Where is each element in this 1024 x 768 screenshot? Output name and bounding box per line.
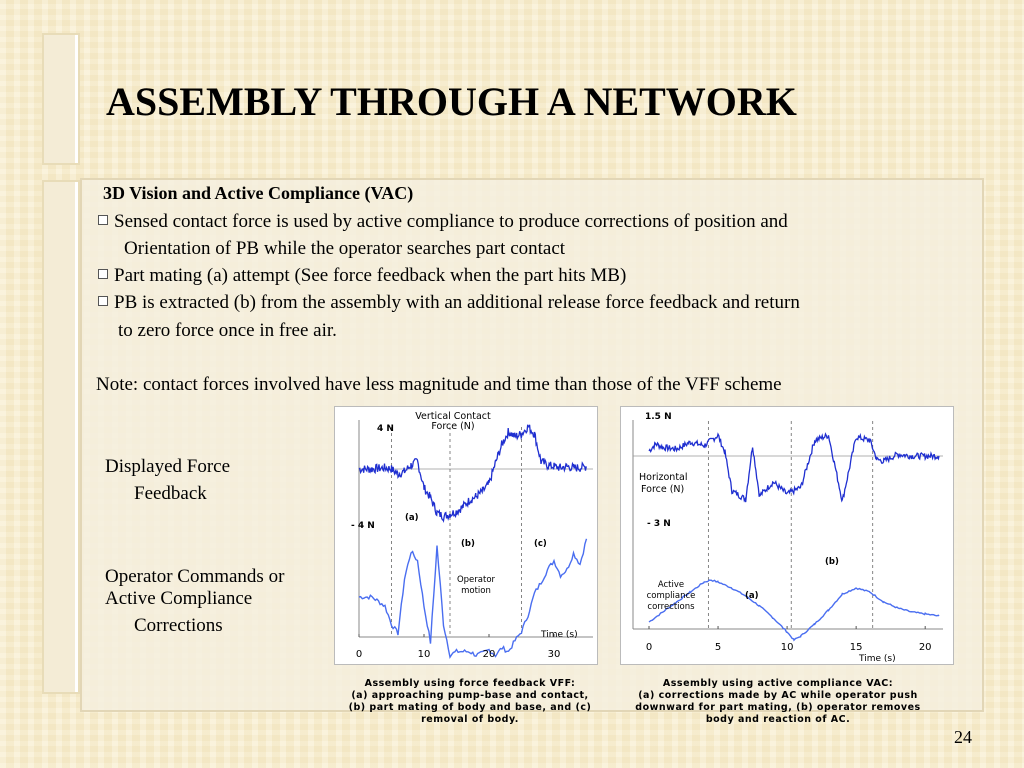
label-cmd-3: Corrections <box>134 615 223 636</box>
vac-ac-3: corrections <box>647 602 695 612</box>
vac-xtick-label: 10 <box>780 642 794 653</box>
vff-force-title-2: Force (N) <box>431 421 475 432</box>
caption-vff-3: (b) part mating of body and base, and (c) <box>348 702 592 713</box>
decor-bar-top <box>42 33 80 165</box>
caption-vac-2: (a) corrections made by AC while operator push <box>638 690 918 701</box>
caption-vff-2: (a) approaching pump-base and contact, <box>351 690 589 701</box>
slide-title: ASSEMBLY THROUGH A NETWORK <box>106 79 797 124</box>
figure-vff <box>334 406 598 665</box>
bullet-square-icon <box>98 215 108 225</box>
vff-mark-a: (a) <box>405 513 419 523</box>
bullet-square-icon <box>98 269 108 279</box>
vac-mark-a: (a) <box>745 591 759 601</box>
vff-force-line <box>359 425 587 521</box>
vac-ybottom: - 3 N <box>647 519 671 529</box>
label-force-1: Displayed Force <box>105 456 231 477</box>
vff-xtick-label: 30 <box>547 649 561 660</box>
vff-motion-1: Operator <box>456 575 496 585</box>
bullet-1-text: Sensed contact force is used by active compliance to produce corrections of position and <box>114 211 788 232</box>
vac-ytop: 1.5 N <box>645 412 672 422</box>
bullet-square-icon <box>98 296 108 306</box>
figure-vac-svg <box>621 407 953 664</box>
caption-vac-1: Assembly using active compliance VAC: <box>662 678 894 689</box>
vac-ac-2: compliance <box>646 591 696 601</box>
vac-force-2: Force (N) <box>641 484 685 495</box>
vac-xtick-label: 15 <box>849 642 863 653</box>
bullet-3-text: PB is extracted (b) from the assembly with an additional release force feedback and return <box>114 292 800 313</box>
page-number: 24 <box>954 727 972 747</box>
subtitle: 3D Vision and Active Compliance (VAC) <box>103 183 414 203</box>
label-cmd-2: Active Compliance <box>105 588 253 609</box>
vff-xtick-label: 0 <box>355 649 363 660</box>
vff-motion-2: motion <box>461 586 491 596</box>
caption-vac-4: body and reaction of AC. <box>705 714 851 725</box>
vac-mark-b: (b) <box>825 557 839 567</box>
vff-frame <box>359 420 593 637</box>
caption-vff-1: Assembly using force feedback VFF: <box>364 678 576 689</box>
vac-dashed-markers <box>708 421 872 629</box>
label-cmd-1: Operator Commands or <box>105 566 285 587</box>
note: Note: contact forces involved have less magnitude and time than those of the VFF scheme <box>96 374 782 395</box>
vff-mark-c: (c) <box>534 539 547 549</box>
bullet-3 <box>98 292 800 314</box>
vac-force-line <box>649 434 939 502</box>
vff-ybottom: - 4 N <box>351 521 375 531</box>
vff-xtick-label: 20 <box>482 649 496 660</box>
caption-vff-4: removal of body. <box>421 714 519 725</box>
vac-ac-1: Active <box>657 580 685 590</box>
bullet-1-cont: Orientation of PB while the operator searches part contact <box>124 238 566 259</box>
vac-xtick-label: 5 <box>714 642 722 653</box>
caption-vac <box>616 678 940 726</box>
caption-vac-3: downward for part mating, (b) operator removes <box>635 702 921 713</box>
label-force-2: Feedback <box>134 483 207 504</box>
vff-xlabel: Time (s) <box>541 630 578 640</box>
vff-dashed-markers <box>392 427 522 637</box>
vac-xlabel: Time (s) <box>859 654 896 664</box>
figure-vac <box>620 406 954 665</box>
vac-force-1: Horizontal <box>639 472 688 483</box>
caption-vff <box>334 678 606 726</box>
vff-mark-b: (b) <box>461 539 475 549</box>
bullet-2-text: Part mating (a) attempt (See force feedback when the part hits MB) <box>114 265 627 286</box>
vff-force-title-1: Vertical Contact <box>415 411 491 422</box>
vac-xticks <box>646 626 932 653</box>
bullet-2 <box>98 265 626 287</box>
decor-bar-bottom <box>42 180 80 694</box>
figure-vff-svg <box>335 407 597 664</box>
vff-xtick-label: 10 <box>417 649 431 660</box>
vac-xtick-label: 20 <box>918 642 932 653</box>
vac-xtick-label: 0 <box>645 642 653 653</box>
bullet-3-cont: to zero force once in free air. <box>118 320 337 341</box>
bullet-1 <box>98 211 788 233</box>
vff-ytop: 4 N <box>377 424 394 434</box>
vff-xticks <box>356 634 561 660</box>
